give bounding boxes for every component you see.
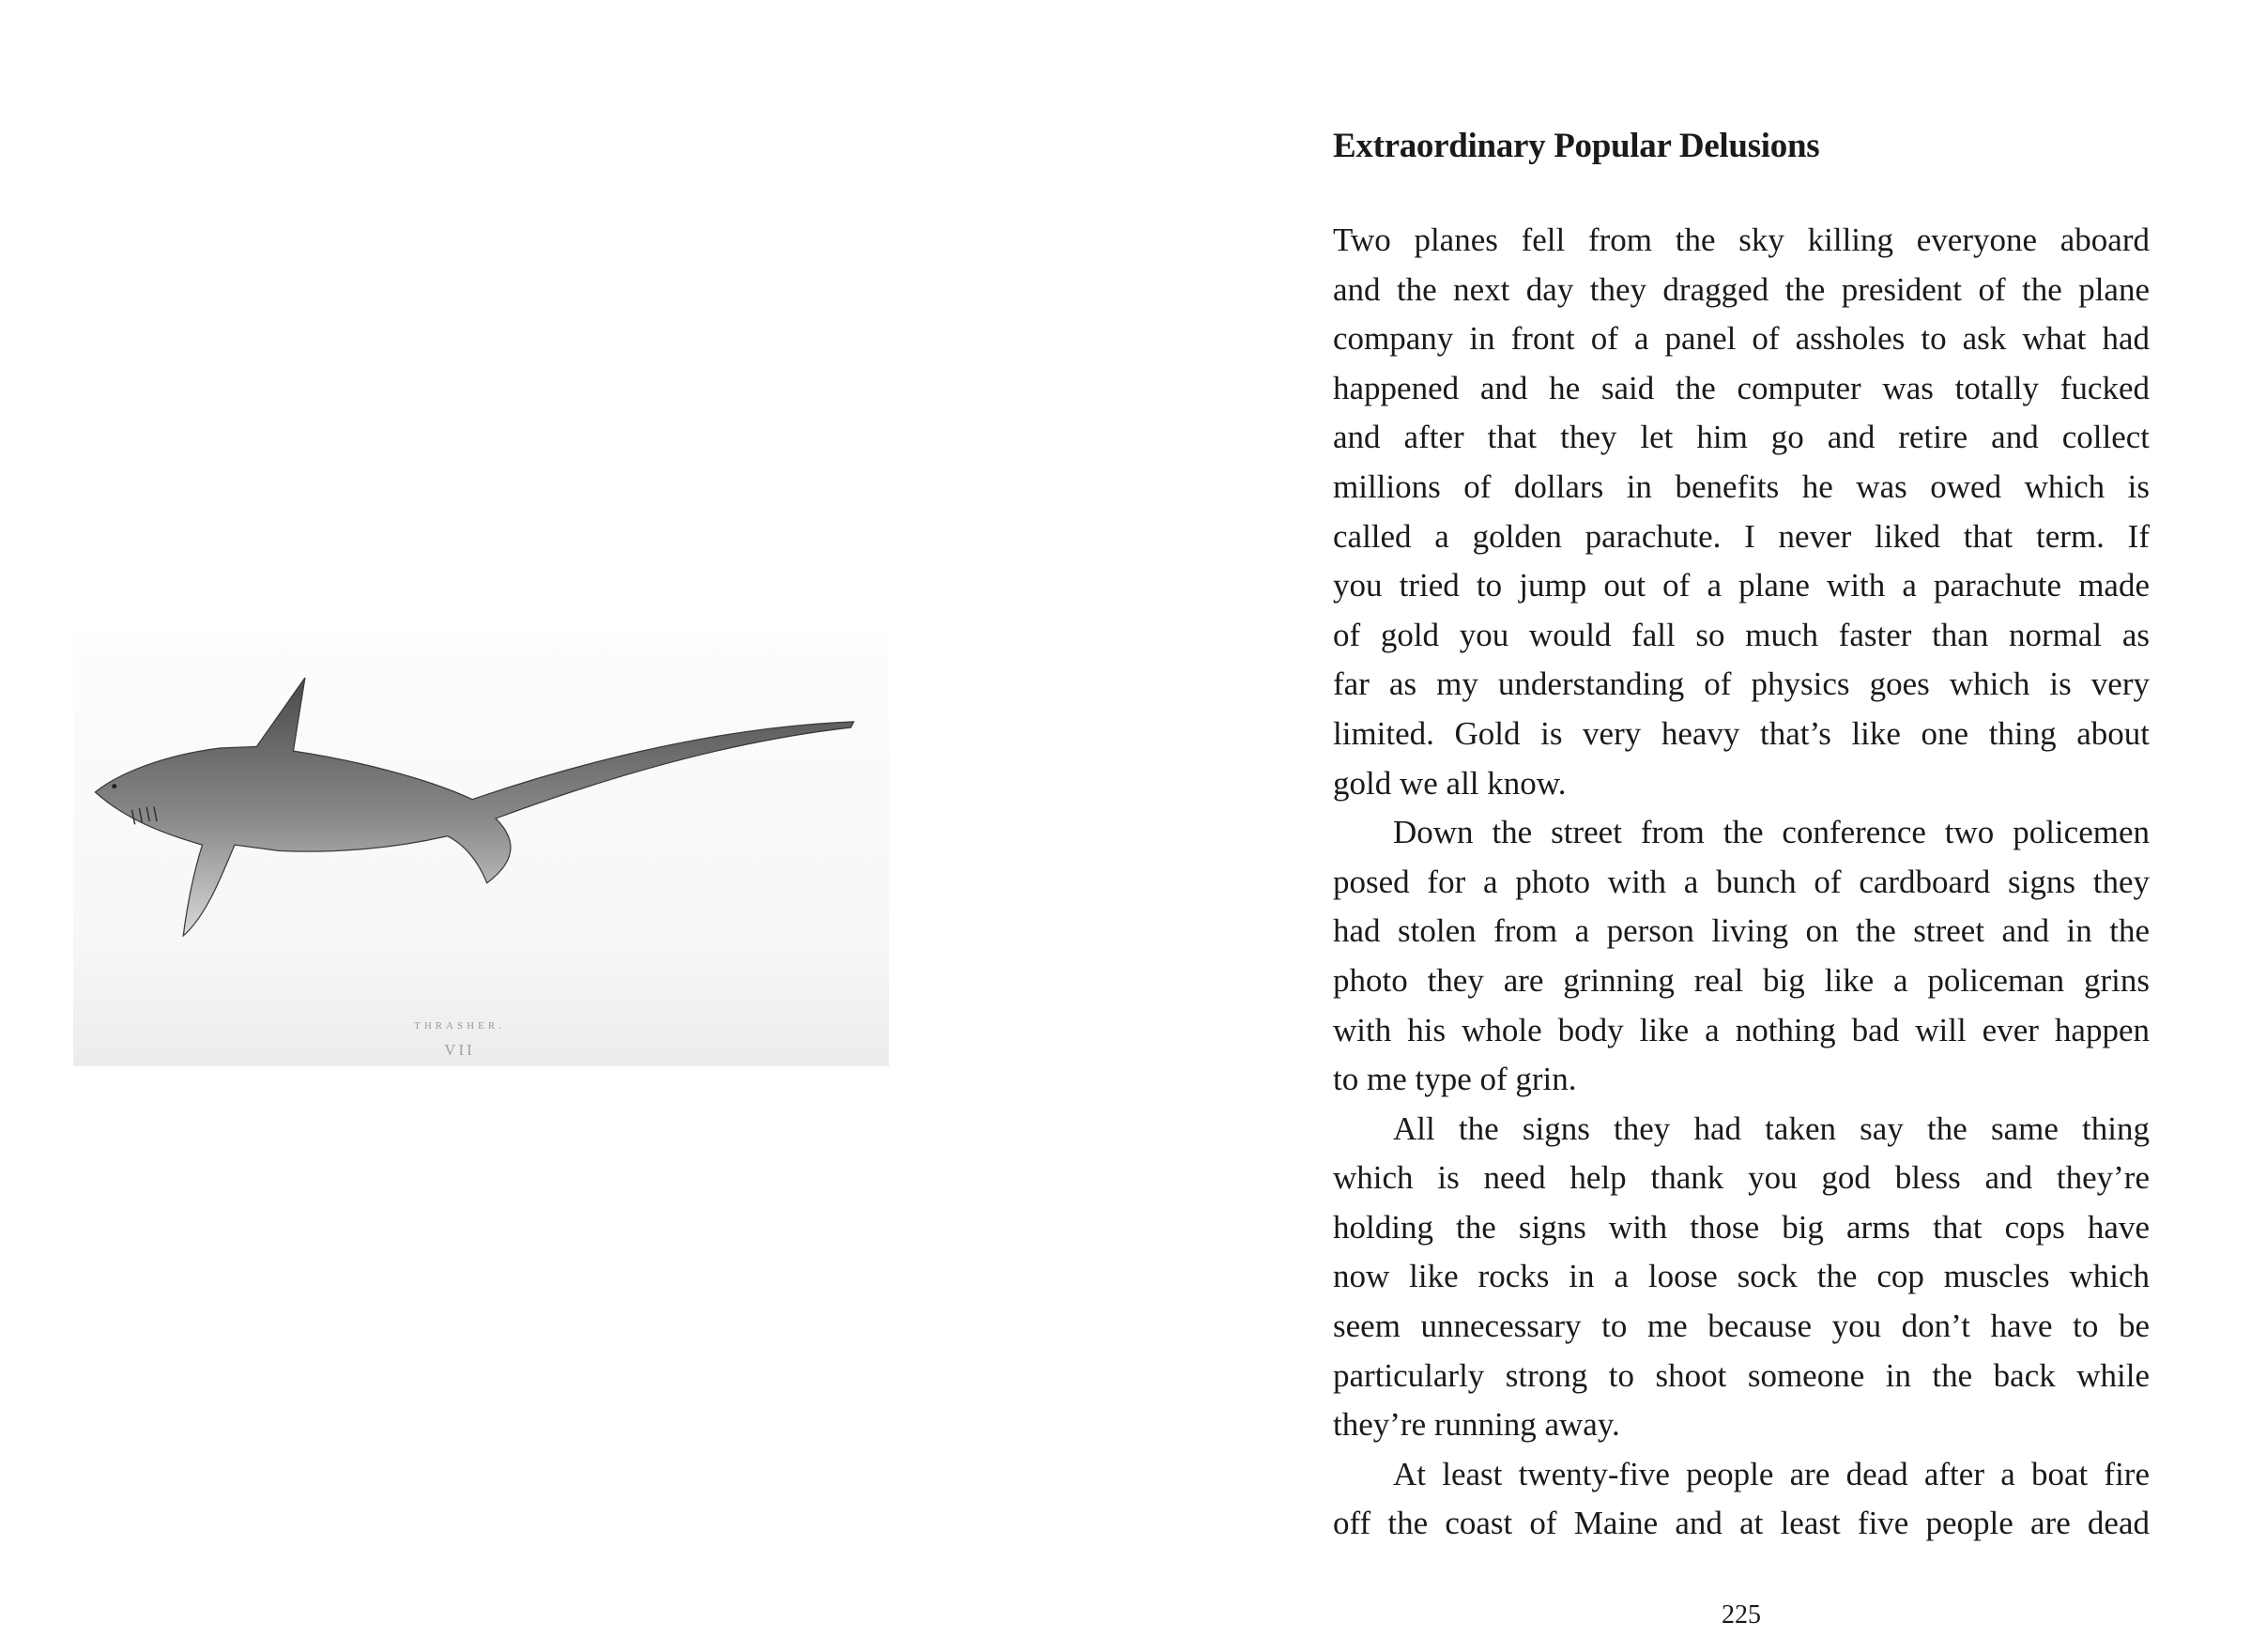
text-line: particularly strong to shoot someone in the back while: [1333, 1356, 2150, 1394]
text-line: and the next day they dragged the president of the plane: [1333, 270, 2150, 308]
text-line: millions of dollars in benefits he was owed which is: [1333, 467, 2150, 505]
text-line: photo they are grinning real big like a policeman grins: [1333, 961, 2150, 999]
page-number: 225: [1722, 1600, 1761, 1629]
text-line: called a golden parachute. I never liked that term. If: [1333, 517, 2150, 555]
text-line: off the coast of Maine and at least five people are dead: [1333, 1505, 2150, 1542]
text-line: had stolen from a person living on the street and in the: [1333, 912, 2150, 950]
text-line: which is need help thank you god bless and they’re: [1333, 1159, 2150, 1197]
text-line: At least twenty-five people are dead after a boat fire: [1393, 1455, 2150, 1492]
text-line: Two planes fell from the sky killing everyone aboard: [1333, 222, 2150, 258]
text-line: Down the street from the conference two policemen: [1393, 814, 2150, 851]
chapter-title: Extraordinary Popular Delusions: [1333, 127, 1820, 165]
shark-drawing: [73, 631, 889, 1066]
text-line: now like rocks in a loose sock the cop muscles which: [1333, 1258, 2150, 1295]
illustration-caption: THRASHER.: [414, 1020, 505, 1032]
text-line: company in front of a panel of assholes to ask what had: [1333, 320, 2150, 358]
text-line: All the signs they had taken say the same thing: [1393, 1109, 2150, 1147]
text-line: posed for a photo with a bunch of cardboard signs they: [1333, 863, 2150, 900]
text-line: they’re running away.: [1333, 1406, 1620, 1444]
text-line: seem unnecessary to me because you don’t have to be: [1333, 1308, 2150, 1345]
body-text: [1333, 216, 2150, 1549]
text-line: and after that they let him go and retire and collect: [1333, 419, 2150, 456]
thresher-shark-illustration: [73, 631, 889, 1066]
text-line: you tried to jump out of a plane with a parachute made: [1333, 567, 2150, 604]
text-line: to me type of grin.: [1333, 1061, 1577, 1098]
shark-body: [95, 678, 853, 936]
text-line: far as my understanding of physics goes which is very: [1333, 665, 2150, 703]
text-line: limited. Gold is very heavy that’s like one thing about: [1333, 714, 2150, 752]
text-line: of gold you would fall so much faster than normal as: [1333, 616, 2150, 653]
text-line: happened and he said the computer was totally fucked: [1333, 369, 2150, 406]
text-line: gold we all know.: [1333, 764, 1567, 802]
illustration-plate-number: VII: [444, 1041, 475, 1059]
text-line: holding the signs with those big arms that cops have: [1333, 1208, 2150, 1246]
shark-eye: [112, 784, 116, 788]
text-line: with his whole body like a nothing bad will ever happen: [1333, 1011, 2150, 1048]
